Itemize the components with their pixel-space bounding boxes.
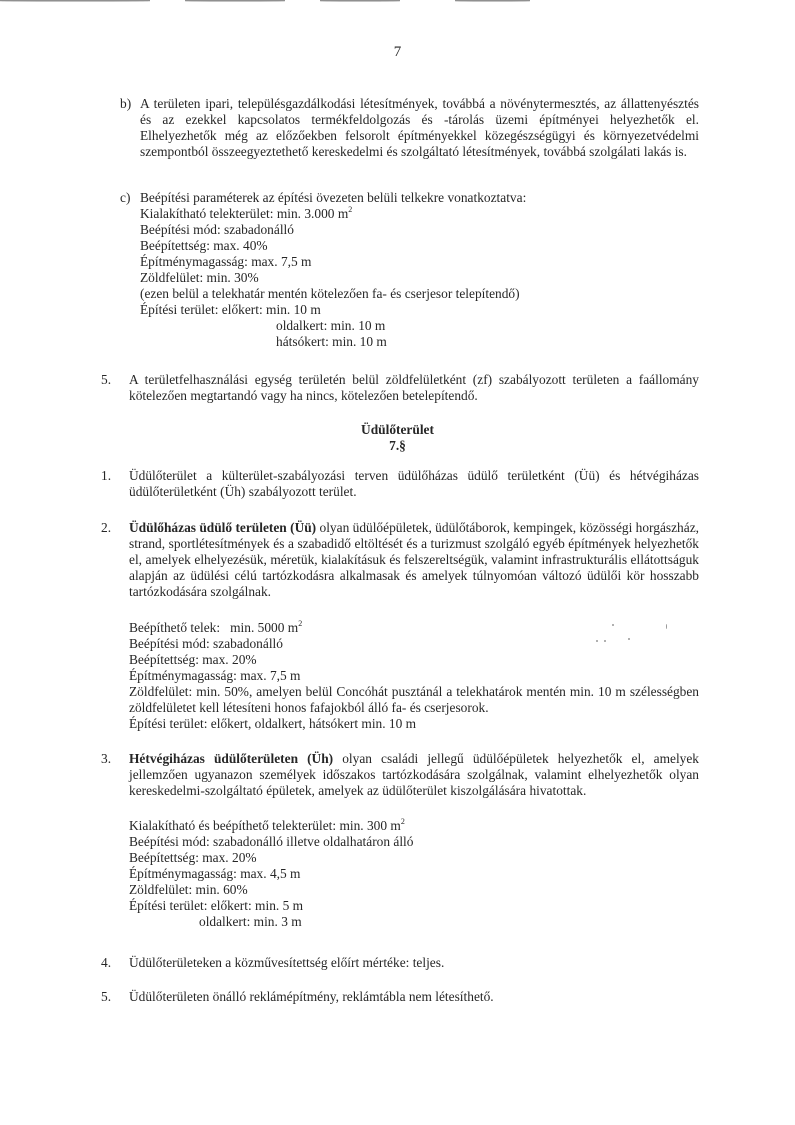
paragraph-4-label: 4. — [101, 955, 112, 970]
item-5-label: 5. — [101, 372, 112, 387]
item-c-param: Beépítettség: max. 40% — [140, 238, 268, 253]
scan-speck — [666, 624, 667, 629]
item-b-label: b) — [120, 96, 132, 111]
item-c-param: Beépítési mód: szabadonálló — [140, 222, 294, 237]
paragraph-3-param: Beépítettség: max. 20% — [129, 850, 257, 865]
paragraph-2-label: 2. — [101, 520, 112, 535]
paragraph-4-text: Üdülőterületeken a közművesítettség előírt mértéke: teljes. — [129, 955, 445, 970]
paragraph-5-text: Üdülőterületen önálló reklámépítmény, reklámtábla nem létesíthető. — [129, 989, 494, 1004]
item-c-block — [140, 190, 700, 350]
scan-edge-artifact — [0, 0, 795, 3]
paragraph-3-param: Zöldfelület: min. 60% — [129, 882, 248, 897]
scan-speck — [628, 638, 630, 640]
paragraph-2-building-area: Építési terület: előkert, oldalkert, hátsókert min. 10 m — [129, 716, 417, 731]
paragraph-1-text: Üdülőterület a külterület-szabályozási terven üdülőházas üdülő területként (Üü) és hétvégiházas üdülőterületként (Üh) szabályozott terület. — [129, 468, 699, 499]
paragraph-3-param: Építménymagasság: max. 4,5 m — [129, 866, 301, 881]
paragraph-3-param: Kialakítható és beépíthető telekterület: min. 300 $m^2$ — [129, 817, 405, 833]
item-c-param: Építési terület: előkert: min. 10 m — [140, 302, 321, 317]
paragraph-2-param: Építménymagasság: max. 7,5 m — [129, 668, 301, 683]
paragraph-3-text: Hétvégiházas üdülőterületen (Üh) olyan családi jellegű üdülőépületek helyezhetők el, amelyek jellemzően ugyanazon személyek időszakos tartózkodására szolgálnak, valamint elhelyezhetők olyan kereskedelmi-szolgáltató épületek, amelyek az üdülőterület kiszolgálására hivatottak. — [129, 751, 699, 798]
paragraph-3-label: 3. — [101, 751, 112, 766]
paragraph-2-bold-term: Üdülőházas üdülő területen (Üü) — [129, 520, 317, 535]
paragraph-2-green-area: Zöldfelület: min. 50%, amelyen belül Concóhát pusztánál a telekhatárok mentén min. 10 m szélességben zöldfelületet kell létesíteni honos fafajokból álló fa- és cserjesorok. — [129, 684, 699, 715]
item-c-label: c) — [120, 190, 131, 205]
item-c-intro: Beépítési paraméterek az építési övezeten belüli telkekre vonatkoztatva: — [140, 190, 527, 205]
paragraph-1-label: 1. — [101, 468, 112, 483]
scan-speck — [612, 624, 614, 626]
section-title: Üdülőterület — [361, 422, 434, 437]
paragraph-2-param: Beépítési mód: szabadonálló — [129, 636, 283, 651]
item-c-param-indented: hátsókert: min. 10 m — [276, 334, 387, 349]
scan-speck — [596, 640, 598, 642]
paragraph-2-param: Beépítettség: max. 20% — [129, 652, 257, 667]
paragraph-3-params — [129, 818, 699, 930]
section-number: 7.§ — [389, 438, 406, 453]
item-c-param-indented: oldalkert: min. 10 m — [276, 318, 386, 333]
paragraph-3-bold-term: Hétvégiházas üdülőterületen (Üh) — [129, 751, 334, 766]
paragraph-5-label: 5. — [101, 989, 112, 1004]
paragraph-2-param: Beépíthető telek: min. 5000 $m^2$ — [129, 619, 303, 635]
paragraph-3-param: Építési terület: előkert: min. 5 m — [129, 898, 304, 913]
scan-speck — [604, 640, 606, 642]
item-c-param: Kialakítható telekterület: min. 3.000 $m^2$ — [140, 205, 353, 221]
item-c-param: Zöldfelület: min. 30% — [140, 270, 259, 285]
item-5-text: A területfelhasználási egység területén belül zöldfelületként (zf) szabályozott területen a faállomány kötelezően megtartandó vagy ha nincs, kötelezően betelepítendő. — [129, 372, 699, 403]
paragraph-2-params — [129, 620, 699, 732]
item-c-param: (ezen belül a telekhatár mentén kötelezően fa- és cserjesor telepítendő) — [140, 286, 520, 301]
paragraph-3-param: Beépítési mód: szabadonálló illetve oldalhatáron álló — [129, 834, 414, 849]
page-number: 7 — [393, 44, 402, 60]
item-b-text: A területen ipari, településgazdálkodási létesítmények, továbbá a növénytermesztés, az állattenyésztés és az ezekkel kapcsolatos termékfeldolgozás és -tárolás üzemi építményei helyezhetők el. Elhelyezhetők még az előzőekben felsorolt építményekkel közegészségügyi és környezetvédelmi szempontból összeegyeztethető kereskedelmi és szolgáltató létesítmények, továbbá szolgálati lakás is. — [140, 96, 699, 159]
item-c-param: Építménymagasság: max. 7,5 m — [140, 254, 312, 269]
paragraph-2-text: Üdülőházas üdülő területen (Üü) olyan üdülőépületek, üdülőtáborok, kempingek, közösségi horgászház, strand, sportlétesítmények és a szabadidő eltöltését és a turizmust szolgáló egyéb építmények helyezhetők el, amelyek elhelyezésük, méretük, kialakításuk és felszereltségük, valamint infrastrukturális ellátottságuk alapján az üdülési célú tartózkodásra alkalmasak és amelyek túlnyomóan változó üdülői kör hosszabb tartózkodására szolgálnak. — [129, 520, 699, 599]
paragraph-3-param-indented: oldalkert: min. 3 m — [199, 914, 302, 929]
